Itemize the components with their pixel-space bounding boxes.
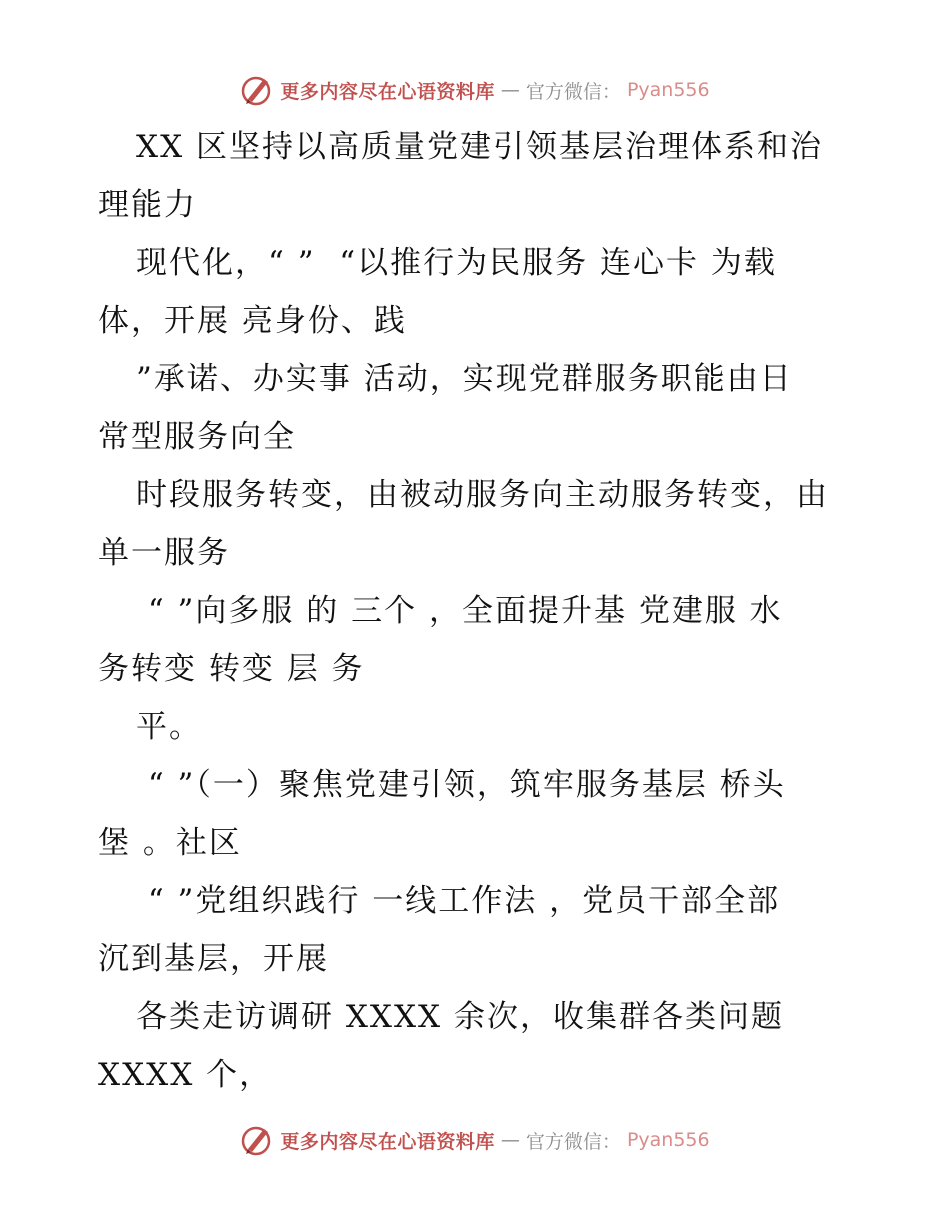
document-body: [98, 118, 858, 1104]
banner-dash: —: [500, 1129, 520, 1151]
text-line: 常型服务向全: [98, 419, 296, 455]
text-line: 时段服务转变，由被动服务向主动服务转变，由: [136, 477, 829, 513]
banner-id: Pyan556: [626, 79, 710, 101]
text-line: 各类走访调研 XXXX 余次，收集群各类问题: [136, 999, 784, 1035]
banner-id: Pyan556: [626, 1129, 710, 1151]
text-line: XXXX 个，: [98, 1057, 273, 1093]
text-line: XX 区坚持以高质量党建引领基层治理体系和治: [136, 129, 823, 165]
banner-text: 更多内容尽在心语资料库: [280, 80, 495, 103]
banner-dash: —: [500, 79, 520, 101]
header-watermark: [0, 70, 950, 110]
banner-subtitle: 官方微信：: [525, 80, 621, 103]
text-line: 堡 。社区: [98, 825, 242, 861]
banner-subtitle: 官方微信：: [525, 1130, 621, 1153]
text-line: “ ”党组织践行 一线工作法 ，党员干部全部: [136, 883, 781, 919]
pen-logo-icon: [240, 1123, 274, 1157]
text-line: “ ”向多服 的 三个 ，全面提升基 党建服 水: [136, 593, 783, 629]
text-line: 平。: [136, 709, 202, 745]
text-line: 沉到基层，开展: [98, 941, 329, 977]
text-line: ”承诺、办实事 活动，实现党群服务职能由日: [136, 361, 793, 397]
text-line: 现代化，“ ” “以推行为民服务 连心卡 为载: [136, 245, 777, 281]
text-line: “ ”（一）聚焦党建引领，筑牢服务基层 桥头: [136, 767, 786, 803]
banner-text: 更多内容尽在心语资料库: [280, 1130, 495, 1153]
footer-watermark: [0, 1120, 950, 1160]
text-line: 理能力: [98, 187, 197, 223]
text-line: 单一服务: [98, 535, 230, 571]
pen-logo-icon: [240, 73, 274, 107]
text-line: 体，开展 亮身份、践: [98, 303, 407, 339]
text-line: 务转变 转变 层 务: [98, 651, 365, 687]
